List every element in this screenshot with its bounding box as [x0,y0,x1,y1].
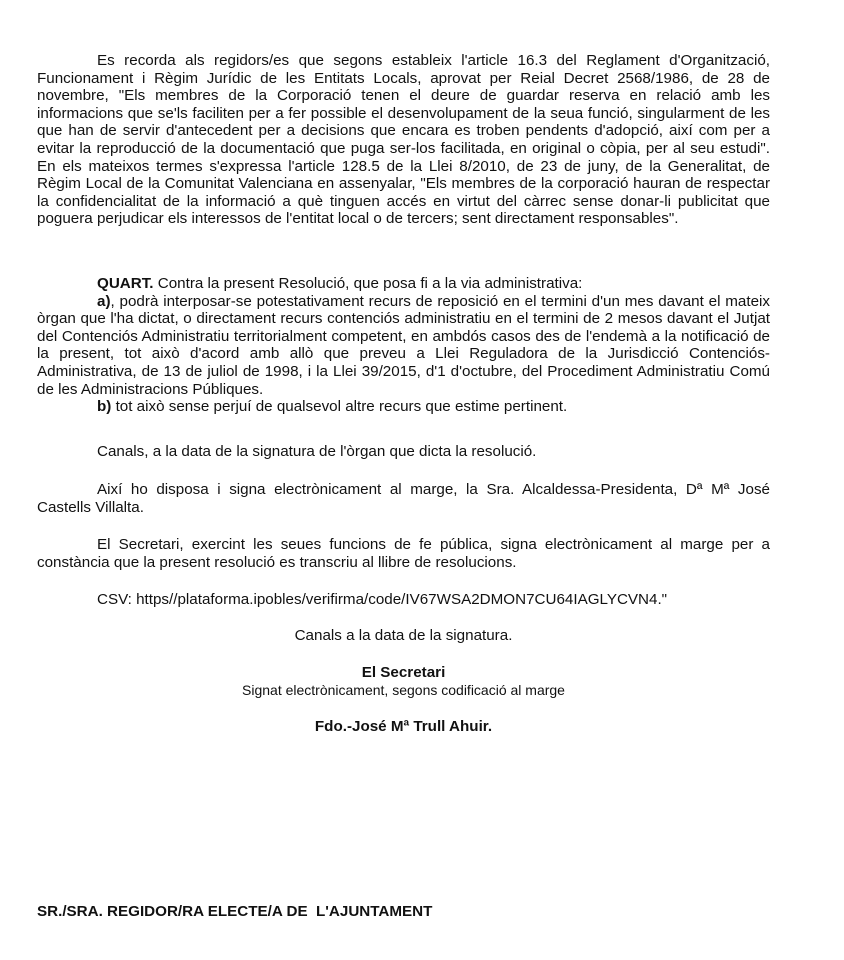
signature-title: El Secretari [361,664,446,681]
addressee-block [37,903,770,921]
quart-section [37,275,770,416]
quart-text: Contra la present Resolució, que posa fi a la via administrativa: [153,275,583,292]
secretary-paragraph [37,536,770,571]
secretary-text: El Secretari, exercint les seues funcions de fe pública, signa electrònicament al marge per a constància que la present resolució es transcriu al llibre de resolucions. [37,536,770,571]
signing-paragraph [37,481,770,516]
option-a-text: , podrà interposar-se potestativament recurs de reposició en el termini d'un mes davant el mateix òrgan que l'ha dictat, o directament recurs contenciós administratiu en el termini de 2 mesos davant el Jutjat del Contenciós Administratiu territorialment competent, en ambdós casos des de l'endemà a la notificació de la present, tot això d'acord amb allò que preveu a Llei Reguladora de la Jurisdicció Contenciós-Administrativa, de 13 de juliol de 1998, i la Llei 39/2015, d'1 d'octubre, del Procediment Administratiu Comú de les Administracions Públiques. [37,292,770,398]
quart-label: QUART. [97,275,154,292]
signature-place-date: Canals a la data de la signatura. [294,627,513,644]
aixi-text: Així ho disposa i signa electrònicament al marge, la Sra. Alcaldessa-Presidenta, Dª Mª José Castells Villalta. [37,481,770,516]
canals-paragraph [37,443,770,461]
option-a-label: a) [97,292,111,310]
signature-block [37,627,770,645]
quart-heading [37,275,770,293]
addressee: SR./SRA. REGIDOR/RA ELECTE/A DE L'AJUNTAMENT [37,903,433,920]
option-a [37,293,770,399]
paragraph-text: Es recorda als regidors/es que segons estableix l'article 16.3 del Reglament d'Organització, Funcionament i Règim Jurídic de les Entitats Locals, aprovat per Reial Decret 2568/1986, de 28 de novembre, "Els membres de la Corporació tenen el deure de guardar reserva en relació amb les informacions que se'ls faciliten per a fer possible el desenvolupament de la seua funció, singularment de les que han de servir d'antecedent per a decisions que encara es troben pendents d'adopció, així com per a evitar la reproducció de la documentació que puga ser-los facilitada, en original o còpia, per al seu estudi". En els mateixos termes s'expressa l'article 128.5 de la Llei 8/2010, de 23 de juny, de la Generalitat, de Règim Local de la Comunitat Valenciana en assenyalar, "Els membres de la corporació hauran de respectar la confidencialitat de la informació a què tinguen accés en virtut del càrrec sense donar-li publicitat que poguera perjudicar els interessos de l'entitat local o de tercers; sent directament responsables". [37,52,770,228]
csv-paragraph [37,591,770,609]
confidentiality-paragraph [37,52,770,228]
signature-title-block [37,664,770,699]
signature-name: Fdo.-José Mª Trull Ahuir. [314,718,493,735]
option-b-label: b) [97,398,112,416]
option-b [37,398,770,416]
csv-text: CSV: https//plataforma.ipobles/verifirma/code/IV67WSA2DMON7CU64IAGLYCVN4." [97,591,668,608]
canals-text: Canals, a la data de la signatura de l'òrgan que dicta la resolució. [97,443,537,460]
option-b-text: tot això sense perjuí de qualsevol altre recurs que estime pertinent. [111,398,568,416]
signature-note: Signat electrònicament, segons codificació al marge [242,681,565,698]
signature-name-block [37,718,770,736]
